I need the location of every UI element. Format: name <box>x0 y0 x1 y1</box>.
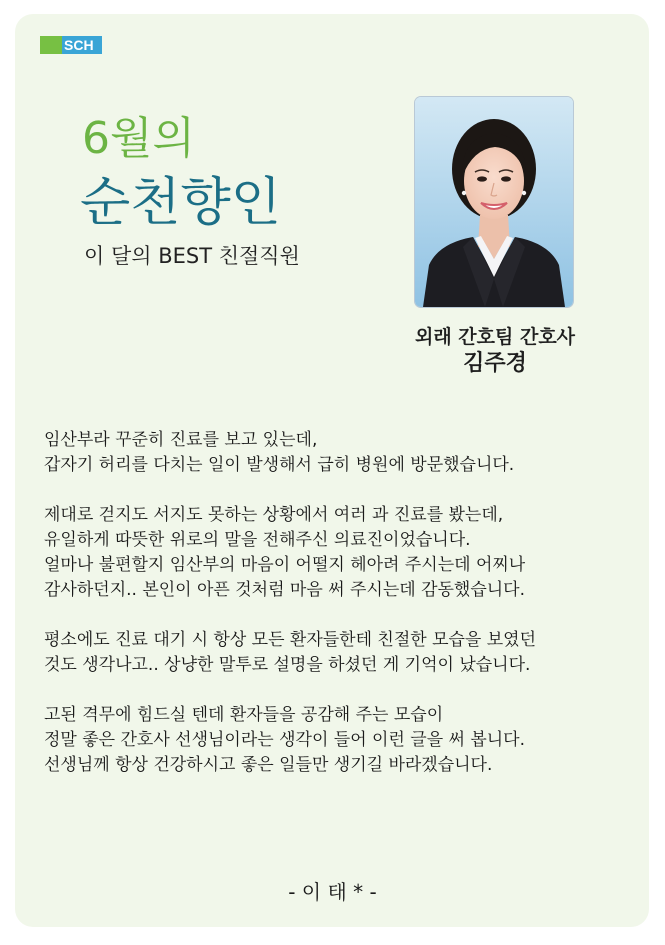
letter-line: 것도 생각나고.. 상냥한 말투로 설명을 하셨던 게 기억이 났습니다. <box>44 655 531 675</box>
letter-paragraph <box>44 428 624 478</box>
letter-paragraph <box>44 703 624 778</box>
staff-department: 외래 간호팀 간호사 <box>414 326 576 348</box>
letter-paragraph <box>44 503 624 603</box>
logo-green-block <box>40 36 62 54</box>
letter-paragraph <box>44 628 624 678</box>
award-subtitle: 이 달의 BEST 친절직원 <box>84 244 300 268</box>
sch-logo <box>40 36 102 56</box>
letter-line: 감사하던지.. 본인이 아픈 것처럼 마음 써 주시는데 감동했습니다. <box>44 580 526 600</box>
letter-line: 얼마나 불편할지 임산부의 마음이 어떨지 헤아려 주시는데 어찌나 <box>44 555 526 575</box>
staff-portrait-photo <box>415 97 573 307</box>
letter-line: 갑자기 허리를 다치는 일이 발생해서 급히 병원에 방문했습니다. <box>44 455 515 475</box>
letter-line: 임산부라 꾸준히 진료를 보고 있는데, <box>44 430 318 450</box>
hero-title: 순천향인 <box>80 173 281 233</box>
letter-line: 유일하게 따뜻한 위로의 말을 전해주신 의료진이었습니다. <box>44 530 471 550</box>
letter-line: 평소에도 진료 대기 시 항상 모든 환자들한테 친절한 모습을 보였던 <box>44 630 537 650</box>
month-title: 6월의 <box>82 113 196 164</box>
letter-line: 고된 격무에 힘드실 텐데 환자들을 공감해 주는 모습이 <box>44 705 444 725</box>
letter-line: 정말 좋은 간호사 선생님이라는 생각이 들어 이런 글을 써 봅니다. <box>44 730 526 750</box>
letter-signature: - 이 태 * - <box>288 880 377 904</box>
logo-text: SCH <box>64 37 94 53</box>
letter-line: 제대로 걷지도 서지도 못하는 상황에서 여러 과 진료를 봤는데, <box>44 505 504 525</box>
staff-name: 김주경 <box>463 351 527 376</box>
letter-body <box>44 428 624 803</box>
letter-line: 선생님께 항상 건강하시고 좋은 일들만 생기길 바라겠습니다. <box>44 755 493 775</box>
